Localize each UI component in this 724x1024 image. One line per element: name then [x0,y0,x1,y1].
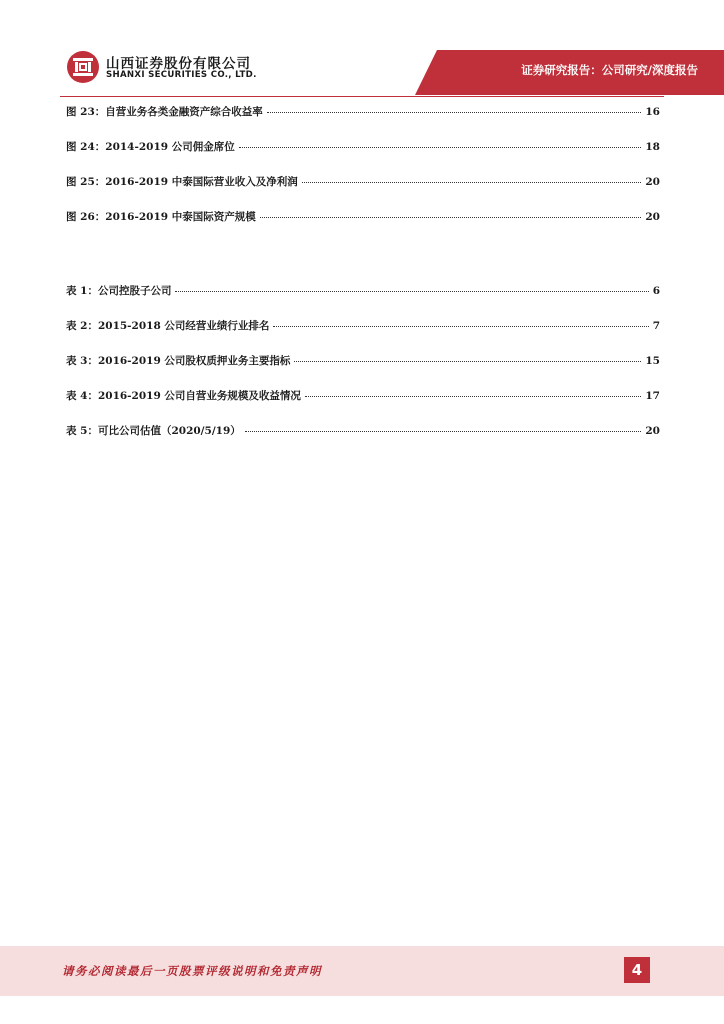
leader-dots [267,111,642,113]
company-name-cn: 山西证券股份有限公司 [106,56,251,72]
header-divider [60,96,664,97]
leader-dots [239,146,642,148]
page-header [0,0,724,100]
leader-dots [305,395,641,397]
toc-entry-page: 15 [645,355,660,367]
page-number: 4 [624,957,650,983]
toc-entry-label: 图 25：2016-2019 中泰国际营业收入及净利润 [66,176,298,188]
company-name-en: SHANXI SECURITIES CO., LTD. [106,70,257,80]
toc-entry[interactable] [66,318,660,334]
toc-entry-label: 表 3：2016-2019 公司股权质押业务主要指标 [66,355,291,367]
leader-dots [273,325,648,327]
toc-entry-page: 20 [645,211,660,223]
toc-entry-page: 20 [645,425,660,437]
toc-entry[interactable] [66,174,660,190]
toc-entry-label: 图 24：2014-2019 公司佣金席位 [66,141,235,153]
leader-dots [294,360,641,362]
toc-entry[interactable] [66,139,660,155]
toc-entry-page: 20 [645,176,660,188]
toc-entry-label: 图 26：2016-2019 中泰国际资产规模 [66,211,256,223]
toc-entry-label: 图 23：自营业务各类金融资产综合收益率 [66,106,263,118]
toc-entry[interactable] [66,283,660,299]
leader-dots [302,181,642,183]
report-type-label: 证券研究报告：公司研究/深度报告 [521,63,698,77]
toc-entry[interactable] [66,104,660,120]
disclaimer-link[interactable]: 请务必阅读最后一页股票评级说明和免责声明 [62,964,322,978]
toc-entry-label: 表 5：可比公司估值（2020/5/19） [66,425,241,437]
toc-entry-page: 6 [652,285,660,297]
toc-entry[interactable] [66,209,660,225]
toc-entry[interactable] [66,423,660,439]
leader-dots [175,290,648,292]
toc-entry-page: 18 [645,141,660,153]
toc-entry[interactable] [66,353,660,369]
toc-entry-page: 7 [652,320,660,332]
toc-entry-page: 16 [645,106,660,118]
company-logo-icon [66,50,100,84]
leader-dots [260,216,642,218]
toc-entry[interactable] [66,388,660,404]
toc-entry-page: 17 [645,390,660,402]
toc-entry-label: 表 4：2016-2019 公司自营业务规模及收益情况 [66,390,301,402]
leader-dots [245,430,642,432]
toc-entry-label: 表 2：2015-2018 公司经营业绩行业排名 [66,320,270,332]
toc-entry-label: 表 1：公司控股子公司 [66,285,172,297]
